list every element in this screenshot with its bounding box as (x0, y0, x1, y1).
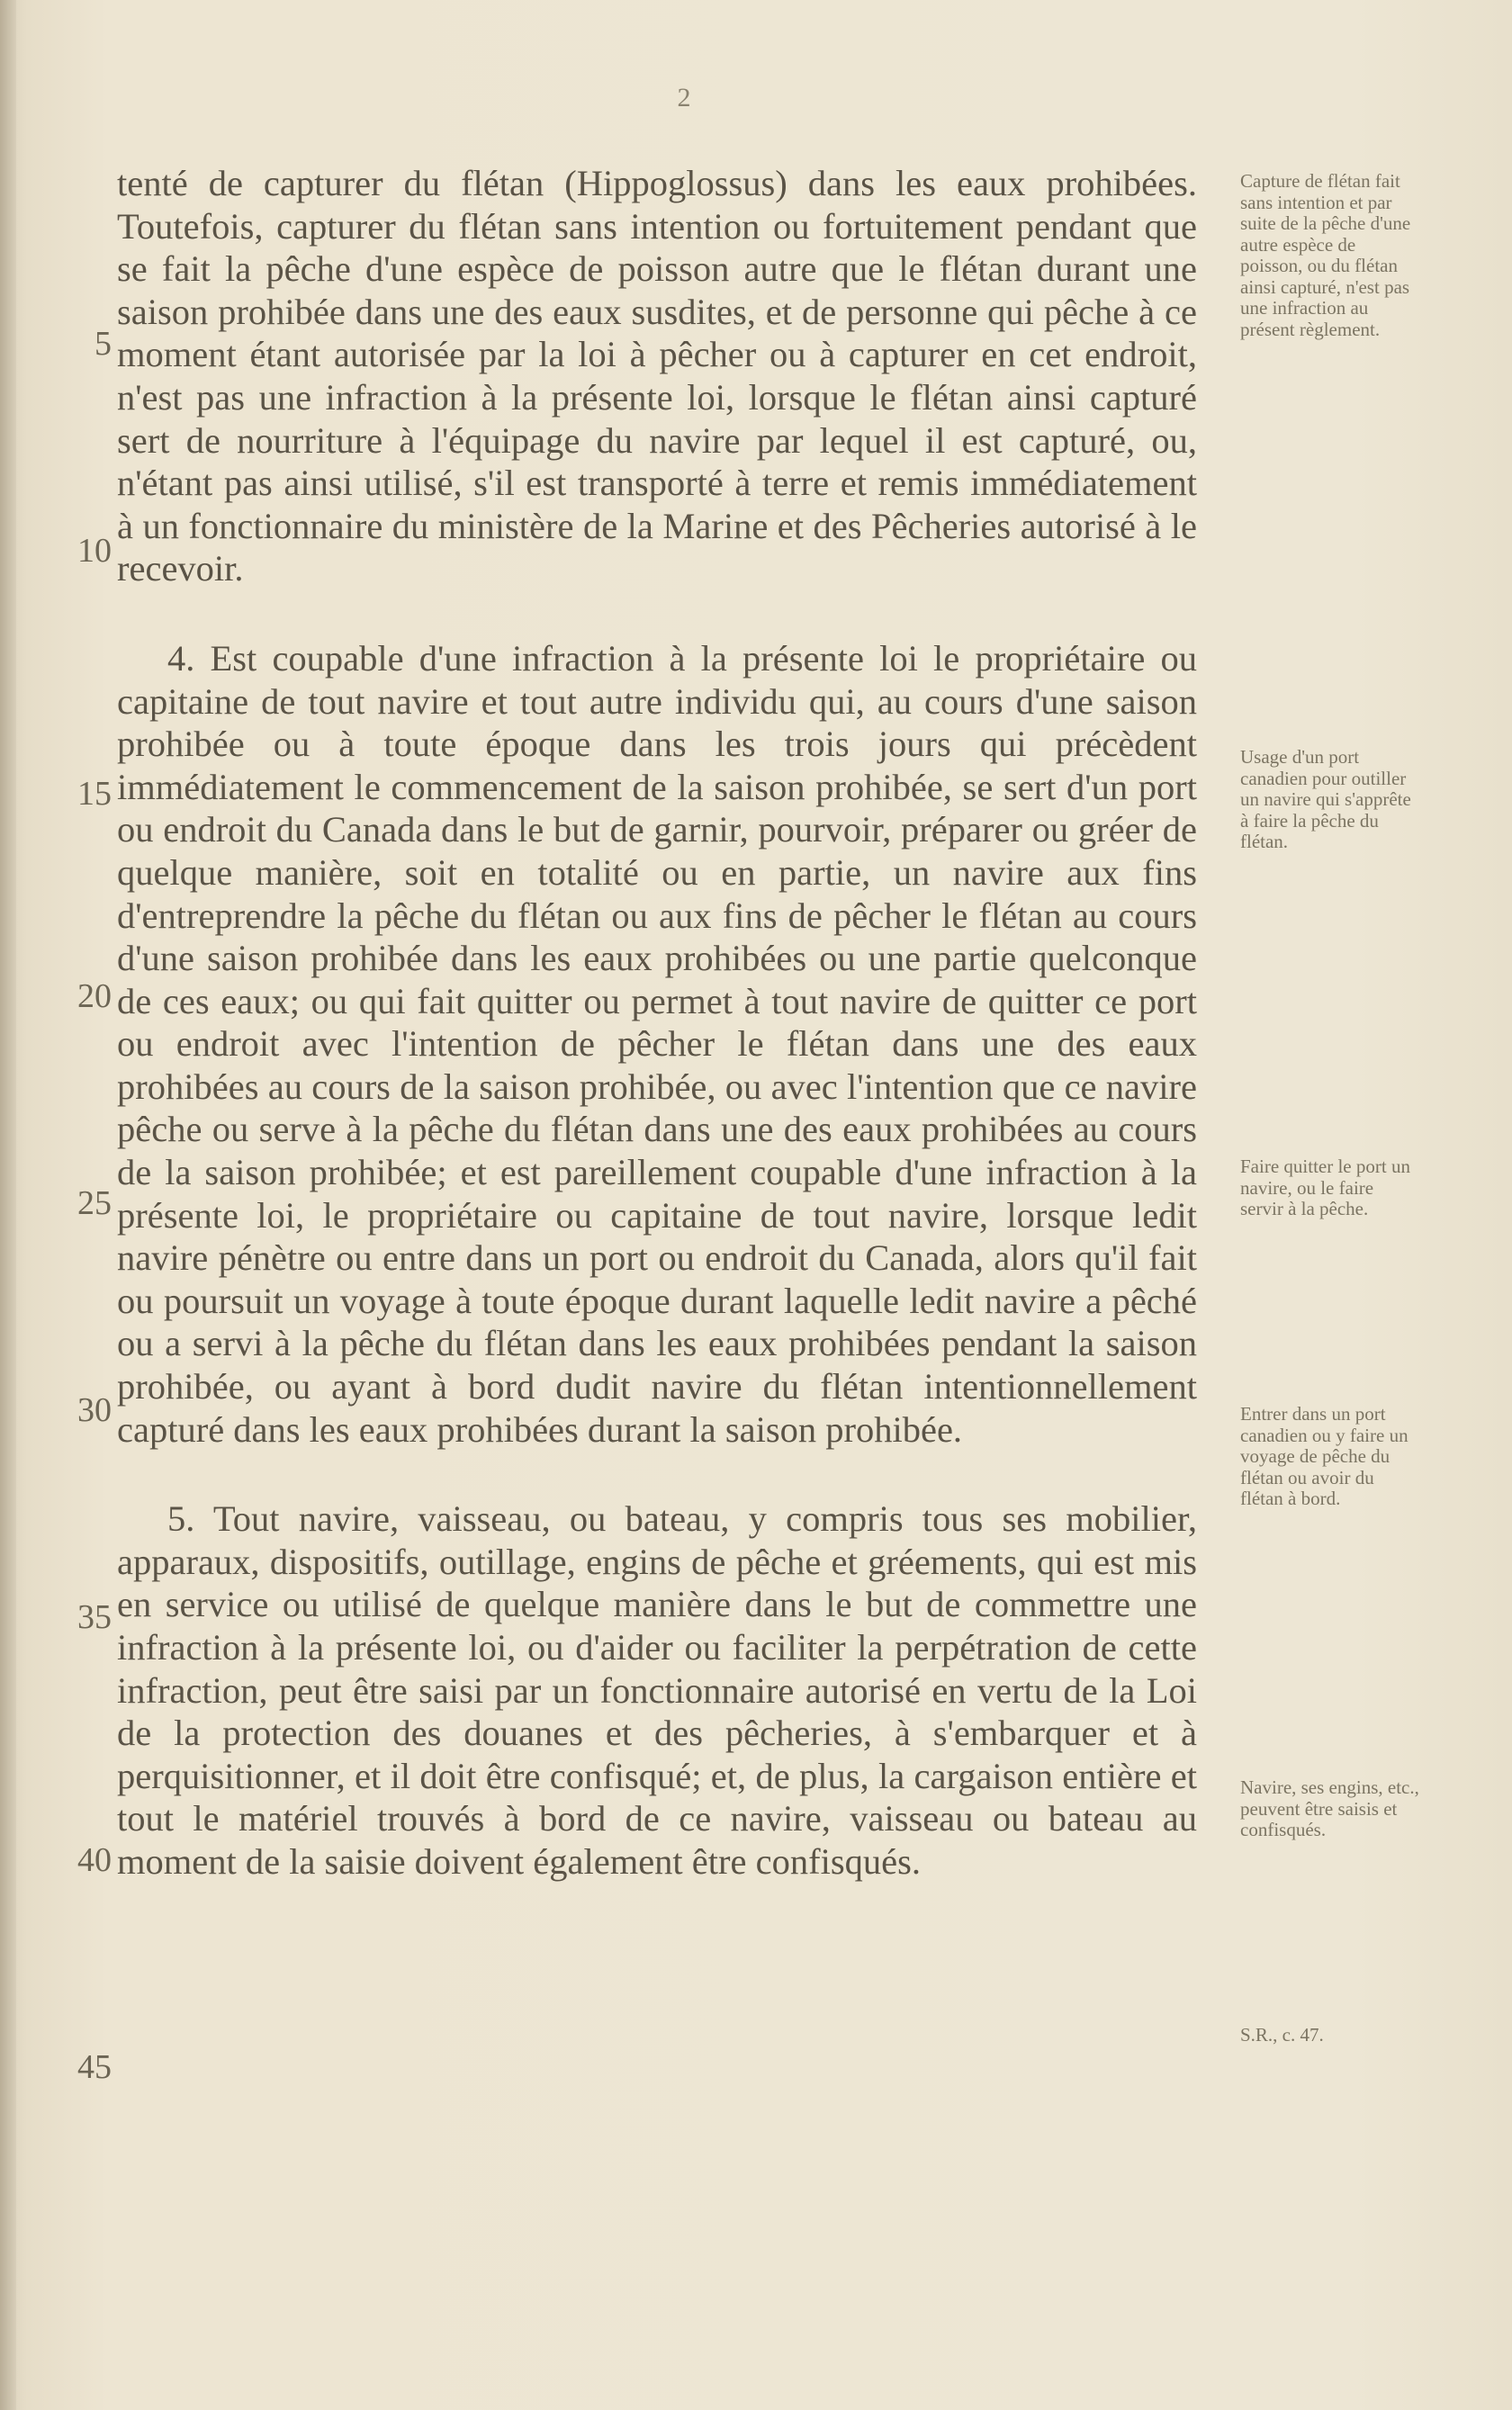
line-number-15: 15 (77, 775, 112, 813)
line-number-40: 40 (77, 1841, 112, 1879)
margin-note-capture: Capture de flétan fait sans intention et par suite de la pêche d'une autre espèce de poisson, ou du flétan ainsi capturé, n'est pas une infraction au présent règlement. (1240, 170, 1411, 340)
line-number-5: 5 (94, 325, 112, 363)
line-number-20: 20 (77, 977, 112, 1015)
margin-note-seizure: Navire, ses engins, etc., peuvent être saisis et confisqués. (1240, 1776, 1419, 1840)
margin-note-reference: S.R., c. 47. (1240, 2024, 1324, 2046)
main-text-column (117, 162, 1197, 1930)
margin-note-port-usage: Usage d'un port canadien pour outiller un navire qui s'apprête à faire la pêche du flétan. (1240, 746, 1411, 852)
paragraph-section-4: 4. Est coupable d'une infraction à la présente loi le propriétaire ou capitaine de tout navire et tout autre individu qui, au cours d'une saison prohibée ou à toute époque dans les trois jours qui précèdent immédiatement le commencement de la saison prohibée, se sert d'un port ou endroit du Canada dans le but de garnir, pourvoir, préparer ou gréer de quelque manière, soit en totalité ou en partie, un navire aux fins d'entreprendre la pêche du flétan ou aux fins de pêcher le flétan au cours d'une saison prohibée dans les eaux prohibées ou une partie quelconque de ces eaux; ou qui fait quitter ou permet à tout navire de quitter ce port ou endroit avec l'intention de pêcher le flétan dans une des eaux prohibées au cours de la saison prohibée, ou avec l'intention que ce navire pêche ou serve à la pêche du flétan dans une des eaux prohibées au cours de la saison prohibée; et est pareillement coupable d'une infraction à la présente loi, le propriétaire ou capitaine de tout navire, lorsque ledit navire pénètre ou entre dans un port ou endroit du Canada, alors qu'il fait ou poursuit un voyage à toute époque durant laquelle ledit navire a pêché ou a servi à la pêche du flétan dans les eaux prohibées pendant la saison prohibée, ou ayant à bord dudit navire du flétan intentionnellement capturé dans les eaux prohibées durant la saison prohibée. (117, 637, 1197, 1450)
paragraph-section-5: 5. Tout navire, vaisseau, ou bateau, y compris tous ses mobilier, apparaux, dispositifs, outillage, engins de pêche et gréements, qui est mis en service ou utilisé de quelque manière dans le but de commettre une infraction à la présente loi, ou d'aider ou faciliter la perpétration de cette infraction, peut être saisi par un fonctionnaire autorisé en vertu de la Loi de la protection des douanes et des pêcheries, à s'embarquer et à perquisitionner, et il doit être confisqué; et, de plus, la cargaison entière et tout le matériel trouvés à bord de ce navire, vaisseau ou bateau au moment de la saisie doivent également être confisqués. (117, 1498, 1197, 1882)
line-number-25: 25 (77, 1184, 112, 1222)
page-number: 2 (677, 83, 691, 112)
line-number-35: 35 (77, 1598, 112, 1636)
line-number-45: 45 (77, 2048, 112, 2086)
margin-note-entering-port: Entrer dans un port canadien ou y faire un voyage de pêche du flétan ou avoir du flétan à bord. (1240, 1403, 1408, 1509)
paragraph-continued: tenté de capturer du flétan (Hippoglossus) dans les eaux prohibées. Toutefois, capturer du flétan sans intention ou fortuitement pendant que se fait la pêche d'une espèce de poisson autre que le flétan durant une saison prohibée dans une des eaux susdites, et de personne qui pêche à ce moment étant autorisée par la loi à pêcher ou à capturer en cet endroit, n'est pas une infraction à la présente loi, lorsque le flétan ainsi capturé sert de nourriture à l'équipage du navire par lequel il est capturé, ou, n'étant pas ainsi utilisé, s'il est transporté à terre et remis immédiatement à un fonctionnaire du ministère de la Marine et des Pêcheries autorisé à le recevoir. (117, 163, 1197, 589)
line-number-10: 10 (77, 532, 112, 570)
line-number-30: 30 (77, 1391, 112, 1429)
page-spine-shadow (0, 0, 16, 2410)
margin-note-leaving-port: Faire quitter le port un navire, ou le faire servir à la pêche. (1240, 1156, 1410, 1219)
